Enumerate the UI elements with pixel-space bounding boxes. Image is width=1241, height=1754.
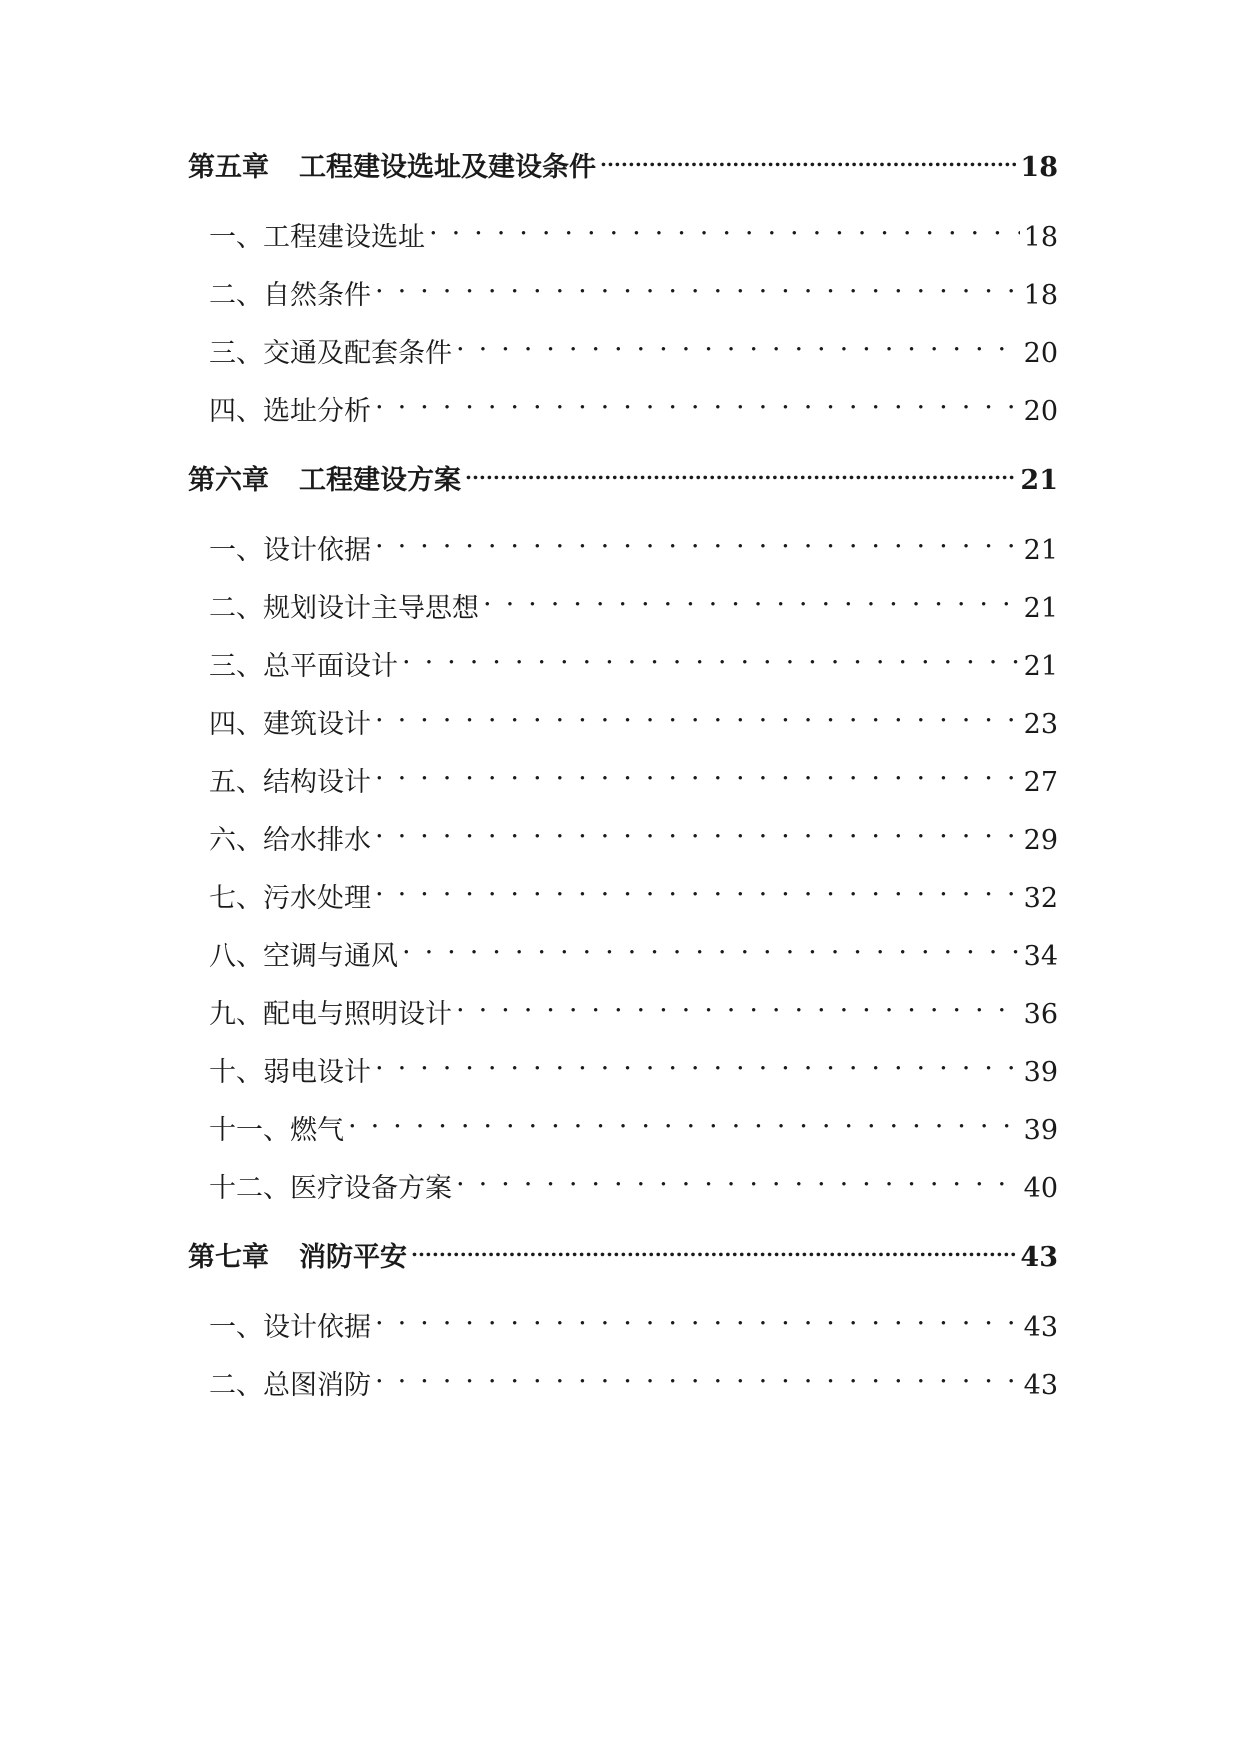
dot-leader [375, 761, 1020, 791]
chapter-number: 第六章 [188, 465, 269, 496]
toc-section[interactable] [209, 273, 1058, 312]
toc-entry-title: 五、结构设计 [209, 767, 371, 798]
toc-page-number: 21 [1020, 465, 1058, 496]
toc-page-number: 21 [1023, 535, 1058, 566]
toc-page-number: 20 [1023, 338, 1058, 369]
toc-section[interactable] [209, 702, 1058, 741]
toc-page-number: 23 [1023, 709, 1058, 740]
dot-leader [375, 390, 1020, 420]
dot-leader [600, 146, 1016, 176]
chapter-title: 工程建设方案 [299, 465, 461, 496]
toc-entry-title: 二、总图消防 [209, 1370, 371, 1401]
toc-entry-title [188, 458, 461, 497]
toc-section[interactable] [209, 934, 1058, 973]
toc-page-number: 27 [1023, 767, 1058, 798]
toc-section[interactable] [209, 644, 1058, 683]
toc-entry-title: 七、污水处理 [209, 883, 371, 914]
toc-page-number: 40 [1023, 1173, 1058, 1204]
dot-leader [411, 1236, 1016, 1266]
toc-chapter-6[interactable] [188, 458, 1058, 497]
dot-leader [402, 935, 1020, 965]
toc-page-number: 34 [1023, 941, 1058, 972]
toc-page-number: 20 [1023, 396, 1058, 427]
dot-leader [456, 1167, 1020, 1197]
dot-leader [375, 877, 1020, 907]
toc-chapter-5[interactable] [188, 145, 1058, 184]
toc-section[interactable] [209, 1166, 1058, 1205]
toc-entry-title: 一、设计依据 [209, 535, 371, 566]
toc-entry-title: 二、自然条件 [209, 280, 371, 311]
toc-section[interactable] [209, 760, 1058, 799]
toc-entry-title: 八、空调与通风 [209, 941, 398, 972]
toc-section[interactable] [209, 818, 1058, 857]
toc-entry-title: 十、弱电设计 [209, 1057, 371, 1088]
dot-leader [456, 332, 1020, 362]
chapter-number: 第五章 [188, 152, 269, 183]
dot-leader [429, 216, 1020, 246]
toc-page-number: 18 [1020, 152, 1058, 183]
toc-entry-title: 十一、燃气 [209, 1115, 344, 1146]
toc-page-number: 21 [1023, 593, 1058, 624]
toc-entry-title: 三、总平面设计 [209, 651, 398, 682]
toc-entry-title: 六、给水排水 [209, 825, 371, 856]
toc-entry-title: 二、规划设计主导思想 [209, 593, 479, 624]
toc-section[interactable] [209, 1305, 1058, 1344]
toc-section[interactable] [209, 1108, 1058, 1147]
toc-section[interactable] [209, 215, 1058, 254]
toc-page-number: 39 [1023, 1115, 1058, 1146]
dot-leader [465, 459, 1016, 489]
toc-entry-title: 一、设计依据 [209, 1312, 371, 1343]
toc-section[interactable] [209, 992, 1058, 1031]
toc-page-number: 43 [1023, 1370, 1058, 1401]
toc-section[interactable] [209, 331, 1058, 370]
toc-entry-title: 三、交通及配套条件 [209, 338, 452, 369]
toc-section[interactable] [209, 389, 1058, 428]
dot-leader [348, 1109, 1020, 1139]
dot-leader [456, 993, 1020, 1023]
toc-entry-title: 九、配电与照明设计 [209, 999, 452, 1030]
dot-leader [375, 529, 1020, 559]
dot-leader [375, 274, 1020, 304]
dot-leader [483, 587, 1020, 617]
dot-leader [375, 1051, 1020, 1081]
toc-entry-title [188, 1235, 407, 1274]
dot-leader [402, 645, 1020, 675]
toc-page-number: 18 [1023, 280, 1058, 311]
toc-section[interactable] [209, 1050, 1058, 1089]
toc-entry-title: 一、工程建设选址 [209, 222, 425, 253]
chapter-number: 第七章 [188, 1242, 269, 1273]
toc-section[interactable] [209, 876, 1058, 915]
toc-entry-title: 四、选址分析 [209, 396, 371, 427]
toc-entry-title: 四、建筑设计 [209, 709, 371, 740]
toc-entry-title [188, 145, 596, 184]
toc-page-number: 43 [1020, 1242, 1058, 1273]
chapter-title: 消防平安 [299, 1242, 407, 1273]
toc-chapter-7[interactable] [188, 1235, 1058, 1274]
toc-page-number: 36 [1023, 999, 1058, 1030]
chapter-title: 工程建设选址及建设条件 [299, 152, 596, 183]
toc-page-number: 32 [1023, 883, 1058, 914]
toc-section[interactable] [209, 528, 1058, 567]
toc-entry-title: 十二、医疗设备方案 [209, 1173, 452, 1204]
dot-leader [375, 819, 1020, 849]
toc-page-number: 39 [1023, 1057, 1058, 1088]
dot-leader [375, 1364, 1020, 1394]
toc-page-number: 21 [1023, 651, 1058, 682]
dot-leader [375, 703, 1020, 733]
dot-leader [375, 1306, 1020, 1336]
toc-section[interactable] [209, 586, 1058, 625]
toc-page-number: 18 [1023, 222, 1058, 253]
toc-page-number: 43 [1023, 1312, 1058, 1343]
toc-section[interactable] [209, 1363, 1058, 1402]
toc-page-number: 29 [1023, 825, 1058, 856]
